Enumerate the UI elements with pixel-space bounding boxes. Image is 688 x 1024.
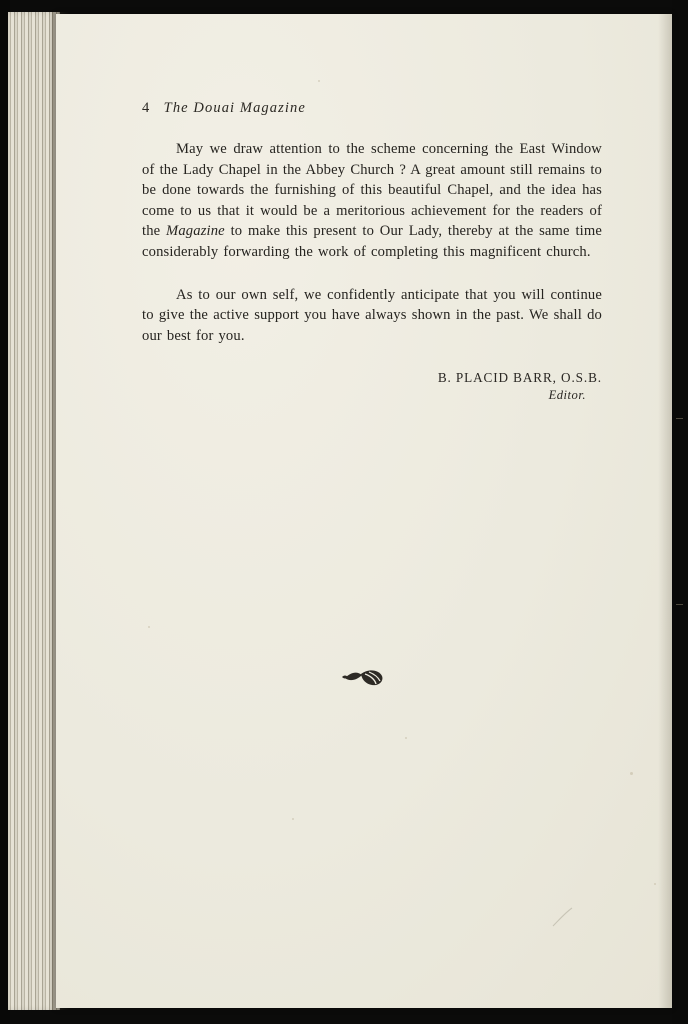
signature-name: B. PLACID BARR, O.S.B. — [437, 370, 602, 386]
scan-bottom-edge — [0, 1008, 688, 1024]
running-head-title: The Douai Magazine — [163, 100, 306, 116]
scan-right-edge — [672, 0, 688, 1024]
paper-speck — [630, 772, 633, 775]
paragraph-1 — [142, 139, 602, 263]
pencil-mark — [550, 904, 576, 930]
paragraph-2-part-1: As to our own self, we confidently anticipate that you will continue to give the active support you have always shown in the past. We shall do our best for you. — [142, 286, 602, 344]
paper-speck — [292, 818, 294, 820]
paper-speck — [405, 737, 407, 739]
leaf-flourish-ornament — [56, 662, 672, 697]
running-head — [142, 100, 602, 117]
signature-role: Editor. — [548, 388, 586, 403]
page-sheet — [56, 14, 672, 1008]
paper-speck — [318, 80, 320, 82]
paragraph-2 — [142, 285, 602, 347]
paragraph-1-part-1: May we draw attention to the scheme concerning the East Window of the Lady Chapel in the Abbey Church ? A great amount still remains to be done towards the furnishing of this beautiful Chapel, and the idea has come to us that it would be a meritorious achievement for the readers of the — [142, 141, 602, 240]
signature-block — [142, 370, 602, 403]
scan-edge-tick — [676, 604, 683, 605]
paragraph-1-part-3: to make this present to Our Lady, thereby at the same time considerably forwarding the work of completing this magnificent church. — [142, 223, 602, 260]
page-fore-edge-shadow — [658, 14, 672, 1008]
paragraph-1-italic-magazine: Magazine — [166, 223, 225, 240]
page-folio-number: 4 — [142, 100, 150, 116]
text-block — [142, 100, 602, 403]
scan-edge-tick — [676, 418, 683, 419]
scan-top-edge — [0, 0, 688, 12]
paper-speck — [148, 626, 150, 628]
paper-speck — [654, 883, 656, 885]
